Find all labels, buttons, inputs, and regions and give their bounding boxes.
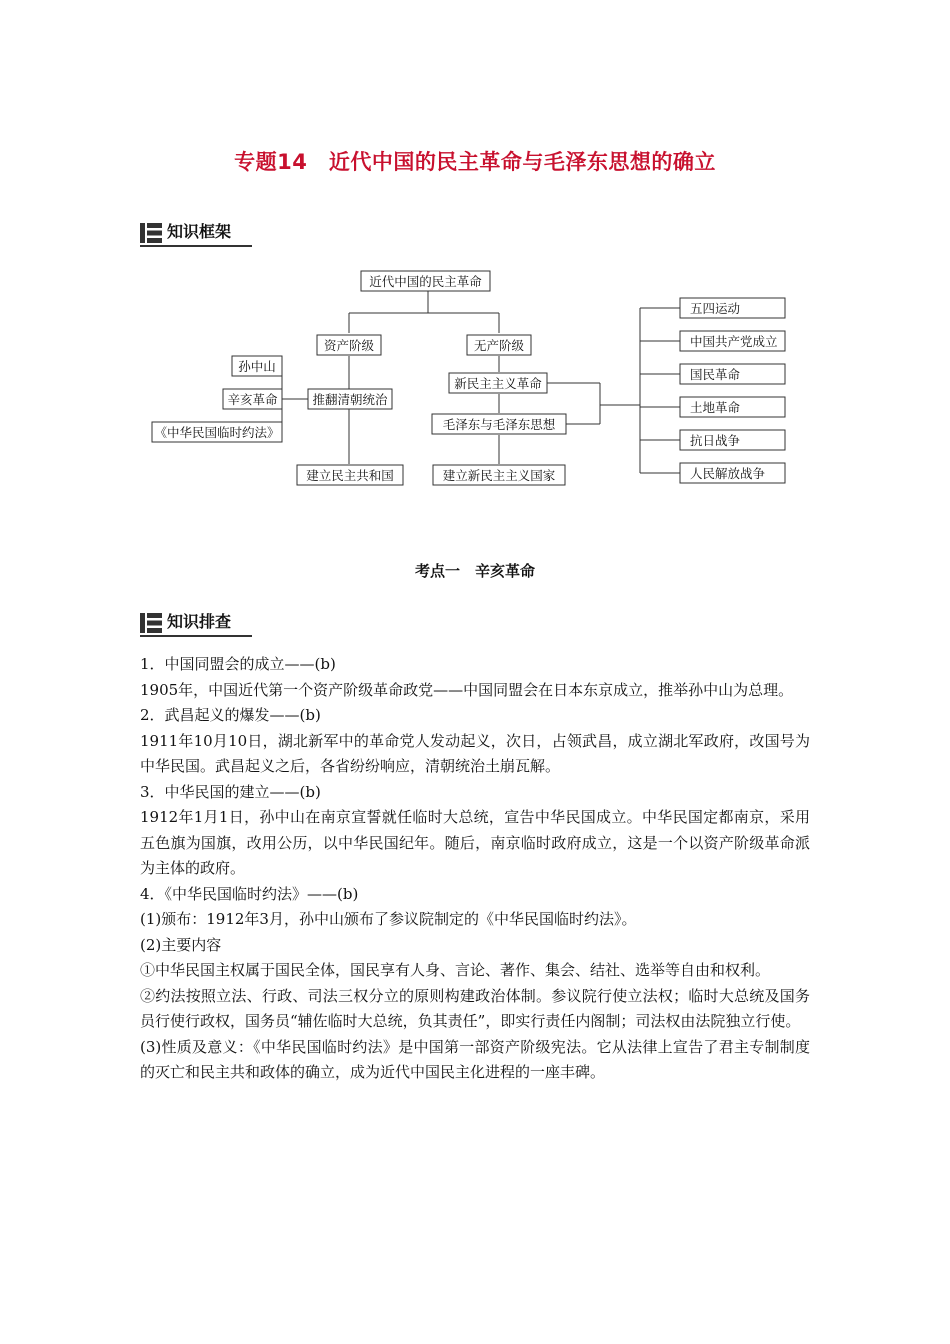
node-root-label: 近代中国的民主革命 — [369, 274, 482, 289]
page-title: 专题14 近代中国的民主革命与毛泽东思想的确立 — [234, 150, 716, 174]
node-bourgeois-label: 资产阶级 — [323, 338, 375, 353]
section-header-check — [140, 611, 252, 637]
node-bourgeois — [317, 335, 381, 355]
paragraph: (2)主要内容 — [140, 935, 222, 954]
node-proletariat — [467, 335, 531, 355]
paragraph: 4．《中华民国临时约法》——(b) — [140, 884, 359, 903]
paragraph: 1．中国同盟会的成立——(b) — [140, 655, 336, 673]
node-ccp-founded — [680, 331, 785, 351]
node-provisional-constitution — [152, 422, 282, 442]
node-proletariat-label: 无产阶级 — [473, 338, 525, 353]
kaodian-heading: 考点一 辛亥革命 — [414, 562, 535, 580]
node-national-revolution — [680, 364, 785, 384]
node-xinhai-label: 辛亥革命 — [227, 392, 278, 407]
node-anti-japanese-war — [680, 430, 785, 450]
node-overthrow-qing — [308, 389, 392, 409]
node-establish-republic — [297, 465, 403, 485]
paragraph: 3．中华民国的建立——(b) — [140, 782, 321, 801]
node-may-fourth-label: 五四运动 — [690, 301, 741, 316]
node-national-revolution-label: 国民革命 — [690, 367, 741, 382]
node-establish-new-democracy-label: 建立新民主主义国家 — [442, 468, 556, 483]
section-icon — [140, 613, 162, 633]
node-liberation-war-label: 人民解放战争 — [690, 466, 766, 481]
node-sun-yat-sen-label: 孙中山 — [238, 359, 276, 374]
node-xinhai — [223, 389, 282, 409]
node-ccp-founded-label: 中国共产党成立 — [690, 334, 778, 349]
node-establish-republic-label: 建立民主共和国 — [306, 468, 394, 483]
paragraph: 1905年，中国近代第一个资产阶级革命政党——中国同盟会在日本东京成立，推举孙中山为总理。 — [140, 680, 794, 699]
node-sun-yat-sen — [232, 356, 282, 376]
paragraph: ②约法按照立法、行政、司法三权分立的原则构建政治体制。参议院行使立法权；临时大总统及国务员行使行政权，国务员“辅佐临时大总统，负其责任”，即实行责任内阁制；司法权由法院独立行使。 — [140, 986, 810, 1030]
body-text — [140, 652, 810, 1086]
section-label: 知识排查 — [167, 612, 232, 631]
node-may-fourth — [680, 298, 785, 318]
paragraph: ①中华民国主权属于国民全体，国民享有人身、言论、著作、集会、结社、选举等自由和权利。 — [140, 961, 771, 979]
paragraph: (1)颁布：1912年3月，孙中山颁布了参议院制定的《中华民国临时约法》。 — [140, 910, 637, 928]
node-mao-thought — [432, 414, 566, 434]
section-underline — [140, 635, 252, 637]
paragraph: 2．武昌起义的爆发——(b) — [140, 706, 321, 724]
paragraph: (3)性质及意义：《中华民国临时约法》是中国第一部资产阶级宪法。它从法律上宣告了君主专制制度的灭亡和民主共和政体的确立，成为近代中国民主化进程的一座丰碑。 — [140, 1037, 810, 1081]
node-land-revolution — [680, 397, 785, 417]
node-land-revolution-label: 土地革命 — [690, 400, 741, 415]
node-overthrow-qing-label: 推翻清朝统治 — [312, 392, 388, 407]
node-mao-thought-label: 毛泽东与毛泽东思想 — [442, 417, 556, 432]
knowledge-framework-diagram — [0, 0, 950, 520]
node-provisional-constitution-label: 《中华民国临时约法》 — [154, 425, 280, 440]
node-establish-new-democracy — [433, 465, 565, 485]
node-new-democratic — [449, 373, 547, 393]
paragraph: 1912年1月1日，孙中山在南京宣誓就任临时大总统，宣告中华民国成立。中华民国定都南京，采用五色旗为国旗，改用公历，以中华民国纪年。随后，南京临时政府成立，这是一个以资产阶级革命派为主体的政府。 — [140, 808, 810, 877]
node-anti-japanese-war-label: 抗日战争 — [690, 433, 741, 448]
section-label: 知识框架 — [167, 222, 232, 241]
node-liberation-war — [680, 463, 785, 483]
node-root — [361, 271, 490, 291]
node-new-democratic-label: 新民主主义革命 — [454, 376, 542, 391]
paragraph: 1911年10月10日，湖北新军中的革命党人发动起义，次日，占领武昌，成立湖北军政府，改国号为中华民国。武昌起义之后，各省纷纷响应，清朝统治土崩瓦解。 — [140, 731, 810, 775]
